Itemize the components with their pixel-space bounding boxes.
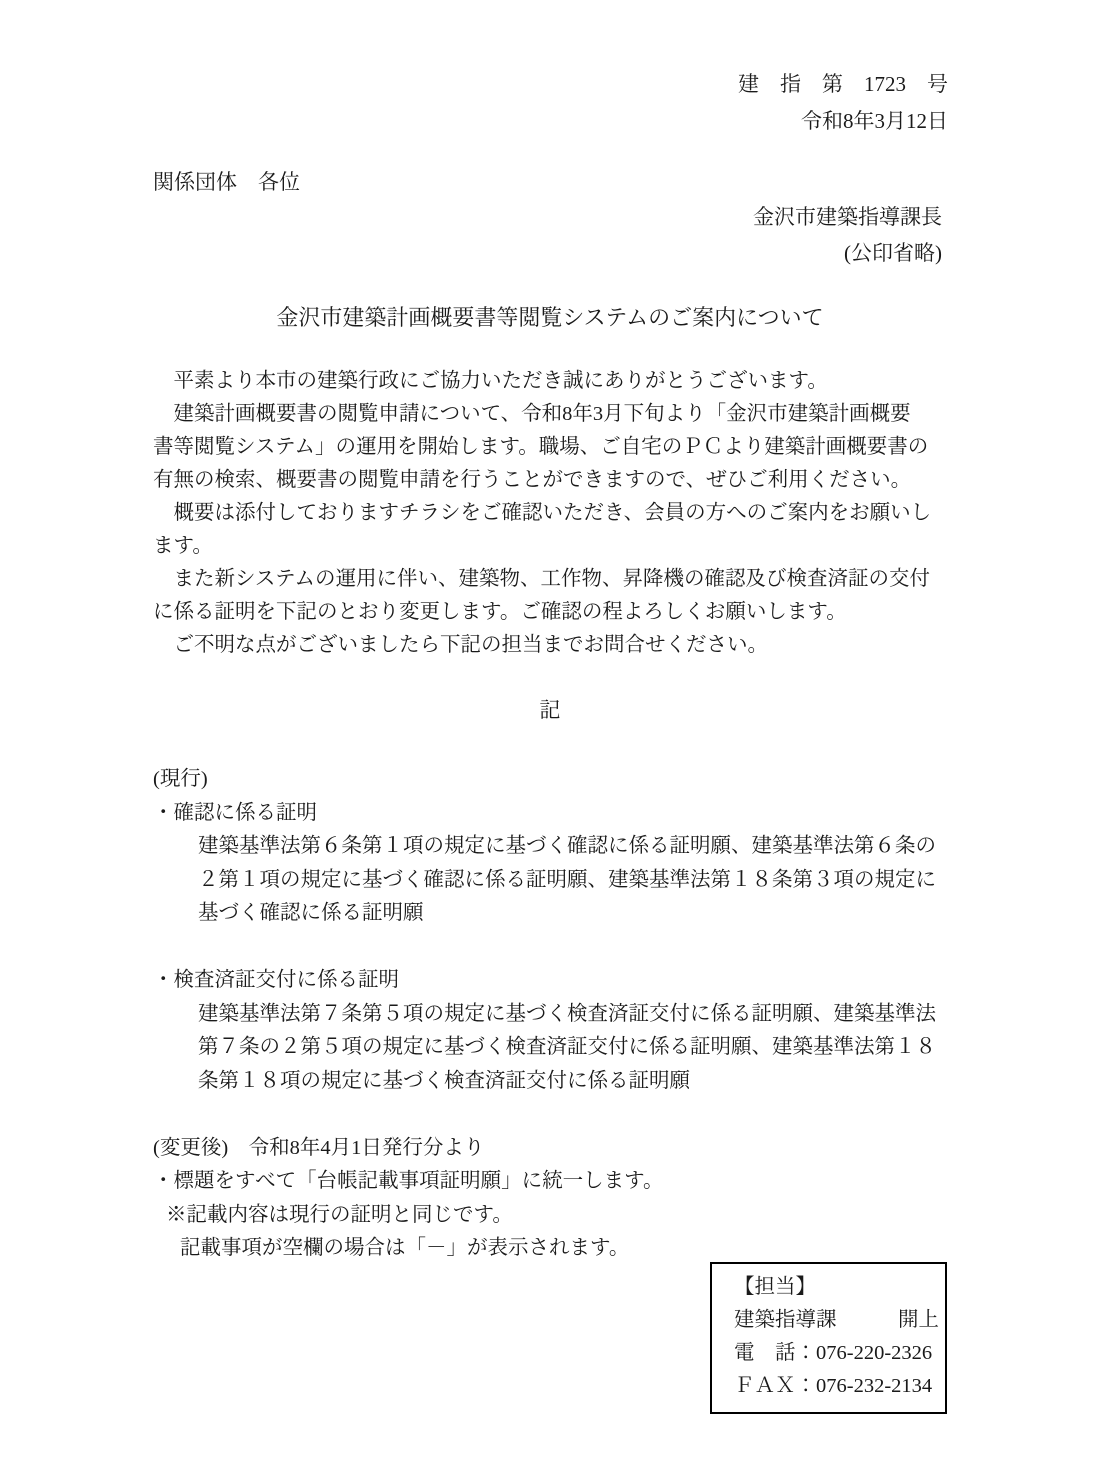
- details-section: [153, 763, 963, 1266]
- legal-reference-line: 建築基準法第６条第１項の規定に基づく確認に係る証明願、建築基準法第６条の: [198, 835, 936, 857]
- body-line: 概要は添付しておりますチラシをご確認いただき、会員の方へのご案内をお願いし: [153, 502, 932, 524]
- bullet-inspection-certificate: ・検査済証交付に係る証明: [153, 969, 399, 991]
- note-blank-field: 記載事項が空欄の場合は「－」が表示されます。: [180, 1237, 630, 1259]
- seal-omitted-note: (公印省略): [844, 241, 942, 265]
- section-label-changed: (変更後) 令和8年4月1日発行分より: [153, 1136, 485, 1159]
- section-label-current: (現行): [153, 768, 208, 790]
- body-line: 有無の検索、概要書の閲覧申請を行うことができますので、ぜひご利用ください。: [153, 469, 912, 491]
- body-line: ご不明な点がございましたら下記の担当までお問合せください。: [153, 634, 768, 656]
- body-line: に係る証明を下記のとおり変更します。ご確認の程よろしくお願いします。: [153, 601, 847, 623]
- blank-line: [153, 1098, 963, 1132]
- contact-fax: ＦＡＸ：076-232-2134: [734, 1375, 933, 1397]
- legal-reference-line: ２第１項の規定に基づく確認に係る証明願、建築基準法第１８条第３項の規定に: [198, 868, 936, 891]
- legal-reference-line: 建築基準法第７条第５項の規定に基づく検査済証交付に係る証明願、建築基準法: [198, 1002, 936, 1025]
- sender-name: 金沢市建築指導課長: [753, 205, 942, 229]
- body-line: 平素より本市の建築行政にご協力いただき誠にありがとうございます。: [153, 370, 828, 392]
- legal-reference-line: 基づく確認に係る証明願: [198, 902, 424, 924]
- issue-date: 令和8年3月12日: [801, 109, 948, 133]
- sender-block: [753, 199, 942, 271]
- body-line: また新システムの運用に伴い、建築物、工作物、昇降機の確認及び検査済証の交付: [153, 568, 930, 590]
- legal-reference-line: 第７条の２第５項の規定に基づく検査済証交付に係る証明願、建築基準法第１８: [198, 1036, 936, 1058]
- blank-line: [153, 931, 963, 965]
- legal-reference-line: 条第１８項の規定に基づく検査済証交付に係る証明願: [198, 1069, 690, 1092]
- contact-box: [710, 1262, 947, 1414]
- document-header: [738, 66, 948, 140]
- document-title: 金沢市建築計画概要書等閲覧システムのご案内について: [276, 305, 824, 330]
- contact-department: 建築指導課 開上: [734, 1309, 939, 1331]
- contact-heading: 【担当】: [734, 1276, 816, 1298]
- body-text: [153, 365, 953, 662]
- document-number: 建 指 第 1723 号: [738, 72, 948, 96]
- body-line: ます。: [153, 535, 213, 557]
- body-line: 書等閲覧システム」の運用を開始します。職場、ご自宅のＰＣより建築計画概要書の: [153, 436, 929, 458]
- note-content-same: ※記載内容は現行の証明と同じです。: [166, 1203, 513, 1226]
- bullet-confirmation-certificate: ・確認に係る証明: [153, 801, 317, 824]
- ki-marker: 記: [539, 698, 561, 722]
- body-line: 建築計画概要書の閲覧申請について、令和8年3月下旬より「金沢市建築計画概要: [153, 403, 911, 425]
- contact-phone: 電 話：076-220-2326: [734, 1342, 933, 1364]
- bullet-title-unification: ・標題をすべて「台帳記載事項証明願」に統一します。: [153, 1170, 664, 1192]
- addressee: 関係団体 各位: [153, 170, 300, 194]
